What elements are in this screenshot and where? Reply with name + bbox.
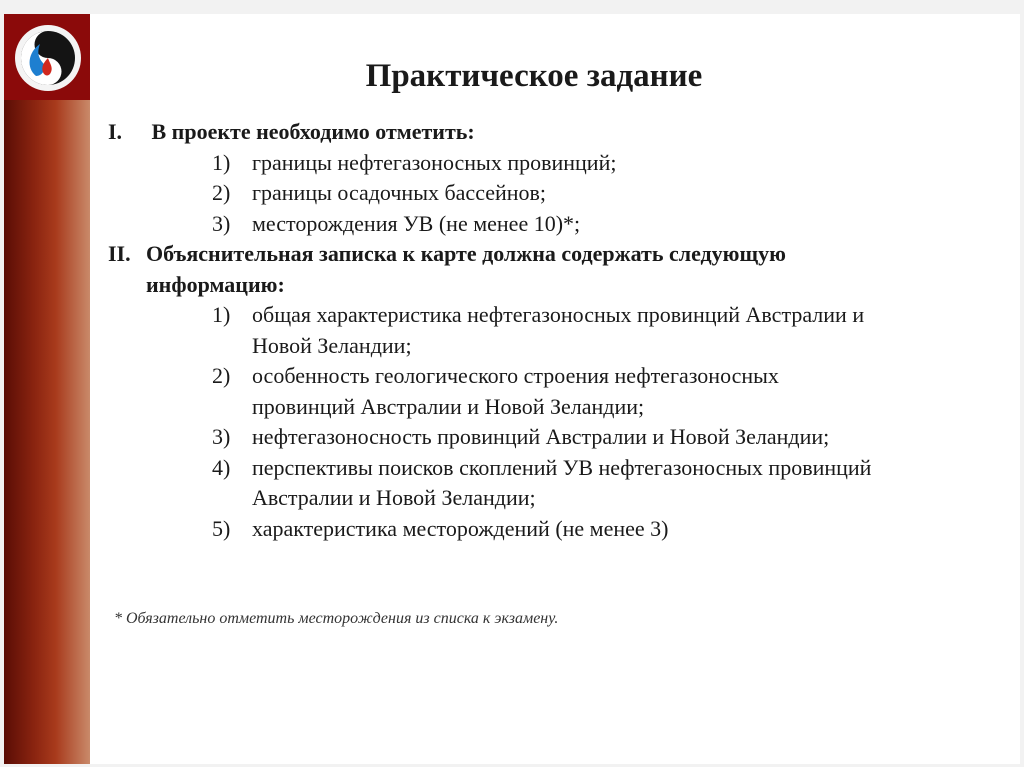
list-item-text: общая характеристика нефтегазоносных провинций Австралии и	[252, 302, 865, 327]
list-item	[108, 178, 988, 209]
slide	[4, 14, 1020, 764]
list-item-text: границы осадочных бассейнов;	[252, 180, 547, 205]
list-item-text: Новой Зеландии;	[252, 332, 412, 358]
list-item	[108, 361, 988, 392]
list-item	[108, 209, 988, 240]
list-item-number: 3)	[212, 210, 231, 236]
list-item-continuation	[108, 331, 988, 362]
section-heading-text: Объяснительная записка к карте должна содержать следующую	[146, 241, 786, 266]
list-item-text: границы нефтегазоносных провинций;	[252, 149, 617, 175]
list-item-number: 1)	[212, 149, 231, 175]
company-logo-icon	[14, 24, 82, 92]
list-item-text: Австралии и Новой Зеландии;	[252, 485, 536, 510]
section-heading-text: В проекте необходимо отметить:	[146, 119, 475, 144]
section-heading	[108, 239, 988, 270]
list-item-text: нефтегазоносность провинций Австралии и Новой Зеландии;	[252, 424, 830, 449]
list-item-text: провинций Австралии и Новой Зеландии;	[252, 393, 645, 419]
list-item	[108, 422, 988, 453]
list-item-number: 5)	[212, 515, 231, 541]
section-heading-continuation: информацию:	[146, 271, 285, 297]
list-item-number: 4)	[212, 454, 231, 480]
task-list	[108, 117, 988, 544]
list-item-text: характеристика месторождений (не менее 3)	[252, 515, 669, 541]
list-item-number: 1)	[212, 302, 231, 327]
list-item-continuation	[108, 483, 988, 514]
list-item-number: 2)	[212, 363, 231, 388]
list-item	[108, 148, 988, 179]
section-heading	[108, 117, 988, 148]
section-marker: II.	[108, 241, 131, 266]
list-item-number: 3)	[212, 424, 231, 449]
footnote: * Обязательно отметить месторождения из списка к экзамену.	[114, 610, 559, 627]
list-item-number: 2)	[212, 180, 231, 205]
list-item	[108, 453, 988, 484]
list-item-text: месторождения УВ (не менее 10)*;	[252, 210, 581, 236]
page-title: Практическое задание	[365, 58, 703, 94]
list-item	[108, 514, 988, 545]
list-item-text: особенность геологического строения нефтегазоносных	[252, 363, 779, 388]
sidebar-decoration	[4, 14, 90, 764]
list-item-text: перспективы поисков скоплений УВ нефтегазоносных провинций	[252, 454, 872, 480]
list-item	[108, 300, 988, 331]
section-marker: I.	[108, 119, 123, 144]
list-item-continuation	[108, 392, 988, 423]
